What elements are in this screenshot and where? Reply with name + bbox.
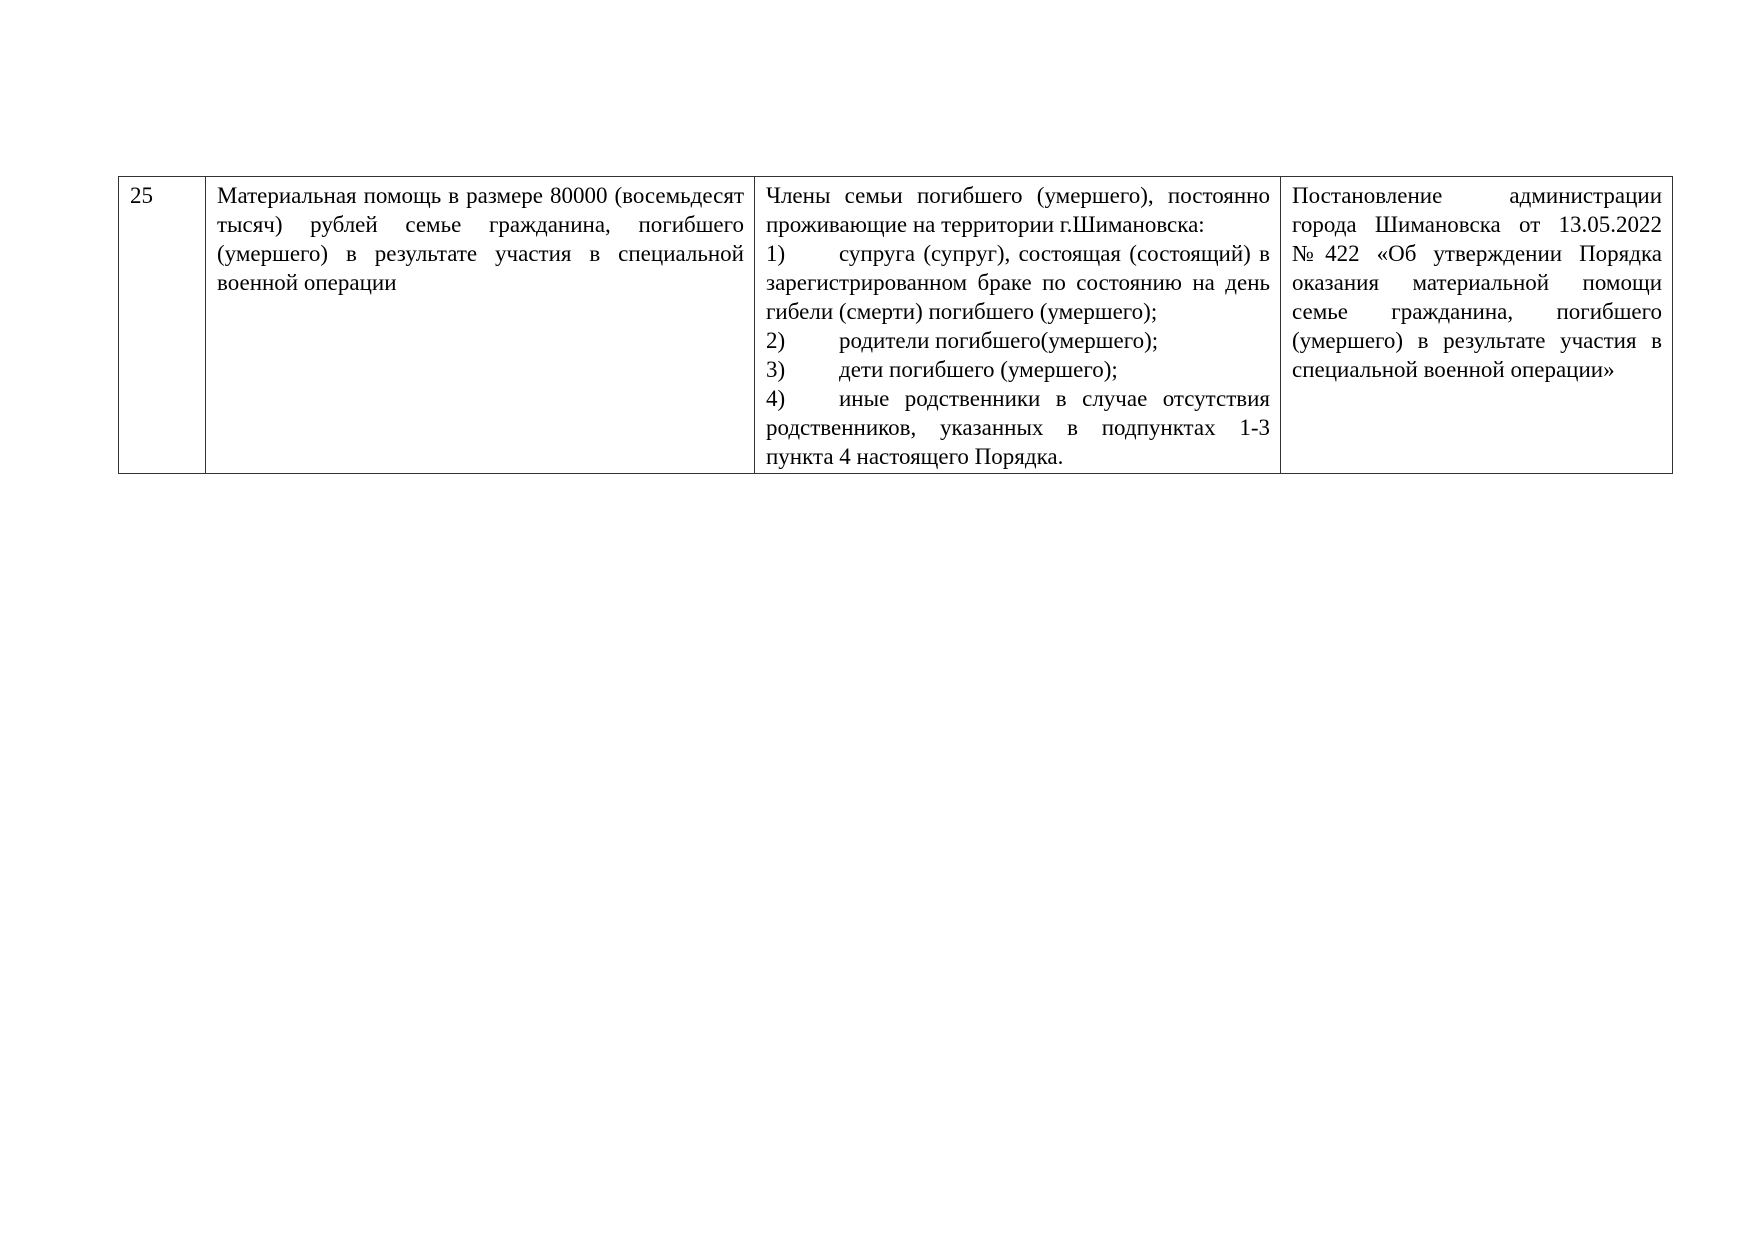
list-item-text: иные родственники в случае отсутствия родственников, указанных в подпунктах 1-3 пункта 4 настоящего Порядка.	[766, 386, 1270, 469]
row-number-cell	[119, 177, 206, 474]
recipients-cell	[755, 177, 1281, 474]
benefits-table	[118, 176, 1673, 474]
recipient-list-item	[766, 239, 1270, 326]
row-number: 25	[130, 183, 153, 208]
description-cell	[206, 177, 755, 474]
recipient-list-item	[766, 355, 1270, 384]
table-row	[119, 177, 1673, 474]
benefit-description: Материальная помощь в размере 80000 (восемьдесят тысяч) рублей семье гражданина, погибшего (умершего) в результате участия в специальной военной операции	[217, 183, 744, 295]
recipients-intro: Члены семьи погибшего (умершего), постоянно проживающие на территории г.Шимановска:	[766, 183, 1270, 237]
list-marker: 3)	[766, 357, 786, 382]
list-item-text: супруга (супруг), состоящая (состоящий) в зарегистрированном браке по состоянию на день гибели (смерти) погибшего (умершего);	[766, 241, 1270, 324]
list-marker: 4)	[766, 386, 786, 411]
recipient-list-item	[766, 384, 1270, 471]
legal-basis-text: Постановление администрации города Шимановска от 13.05.2022 №422 «Об утверждении Порядка оказания материальной помощи семье гражданина, погибшего (умершего) в результате участия в специальной военной операции»	[1292, 183, 1662, 382]
recipient-list-item	[766, 326, 1270, 355]
list-item-text: дети погибшего (умершего);	[839, 357, 1118, 382]
list-marker: 1)	[766, 241, 786, 266]
legal-basis-cell	[1281, 177, 1673, 474]
list-item-text: родители погибшего(умершего);	[839, 328, 1159, 353]
list-marker: 2)	[766, 328, 786, 353]
